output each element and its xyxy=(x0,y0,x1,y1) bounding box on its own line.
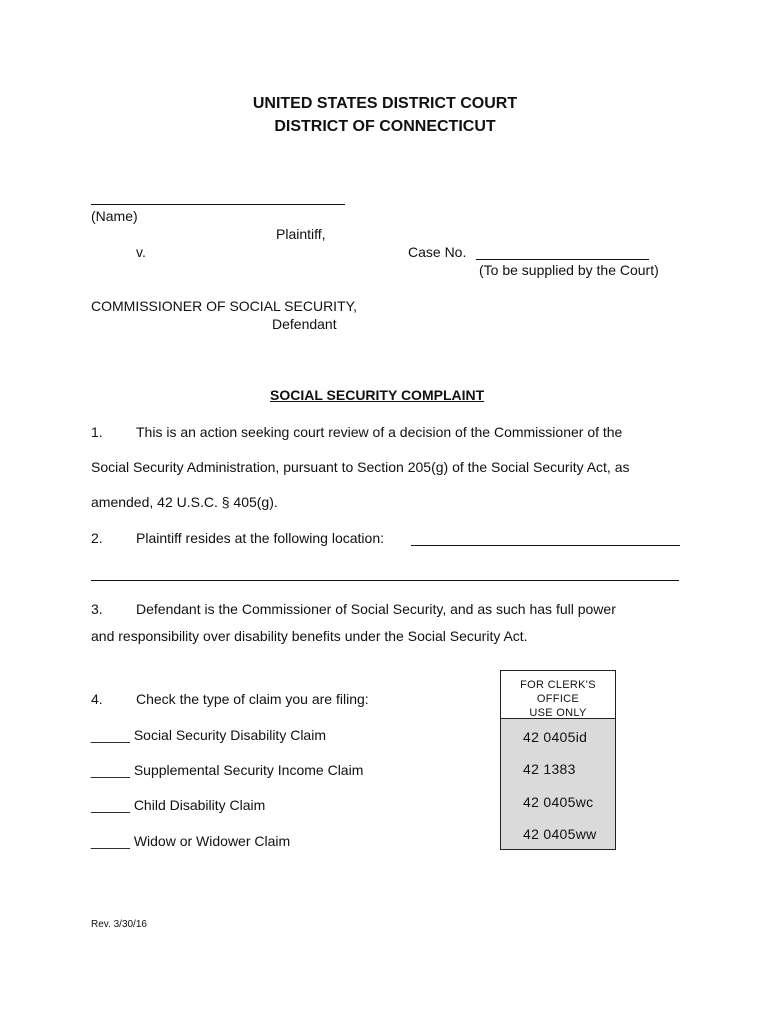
paragraph-number: 4. xyxy=(91,691,103,707)
plaintiff-name-line[interactable] xyxy=(91,204,345,205)
claim-option-child[interactable]: _____ Child Disability Claim xyxy=(91,797,266,813)
plaintiff-label: Plaintiff, xyxy=(276,226,326,242)
address-line-2[interactable] xyxy=(91,580,679,581)
paragraph-text: amended, 42 U.S.C. § 405(g). xyxy=(91,494,278,510)
clerk-box-codes xyxy=(501,719,615,849)
district-name: DISTRICT OF CONNECTICUT xyxy=(274,118,496,135)
complaint-heading: SOCIAL SECURITY COMPLAINT xyxy=(270,387,485,403)
clerk-office-box xyxy=(500,670,616,850)
paragraph-text: Plaintiff resides at the following location: xyxy=(136,530,384,546)
case-number-note: (To be supplied by the Court) xyxy=(479,262,659,278)
defendant-label: Defendant xyxy=(272,316,337,332)
paragraph-number: 3. xyxy=(91,601,103,617)
clerk-box-header xyxy=(501,671,615,719)
revision-date: Rev. 3/30/16 xyxy=(91,919,147,930)
nature-of-suit-code: 42 0405id xyxy=(523,729,588,745)
case-number-label: Case No. xyxy=(408,244,467,260)
nature-of-suit-code: 42 1383 xyxy=(523,761,576,777)
paragraph-text: Check the type of claim you are filing: xyxy=(136,691,369,707)
paragraph-text: This is an action seeking court review of a decision of the Commissioner of the xyxy=(136,424,623,440)
claim-option-ssdi[interactable]: _____ Social Security Disability Claim xyxy=(91,727,326,743)
clerk-box-header-line1: FOR CLERK'S OFFICE xyxy=(520,679,596,705)
paragraph-number: 2. xyxy=(91,530,103,546)
paragraph-number: 1. xyxy=(91,424,103,440)
claim-option-widow[interactable]: _____ Widow or Widower Claim xyxy=(91,833,291,849)
clerk-box-header-line2: USE ONLY xyxy=(529,707,587,719)
paragraph-text: Defendant is the Commissioner of Social Security, and as such has full power xyxy=(136,601,616,617)
versus-label: v. xyxy=(136,244,146,260)
case-number-line[interactable] xyxy=(476,244,649,260)
court-name: UNITED STATES DISTRICT COURT xyxy=(252,95,518,112)
claim-option-ssi[interactable]: _____ Supplemental Security Income Claim xyxy=(91,762,364,778)
paragraph-text: and responsibility over disability benefits under the Social Security Act. xyxy=(91,628,528,644)
name-label: (Name) xyxy=(91,208,138,224)
address-line-1[interactable] xyxy=(411,530,680,546)
nature-of-suit-code: 42 0405ww xyxy=(523,826,597,842)
nature-of-suit-code: 42 0405wc xyxy=(523,794,594,810)
paragraph-text: Social Security Administration, pursuant to Section 205(g) of the Social Security Act, as xyxy=(91,459,630,475)
defendant-name: COMMISSIONER OF SOCIAL SECURITY, xyxy=(91,298,358,314)
